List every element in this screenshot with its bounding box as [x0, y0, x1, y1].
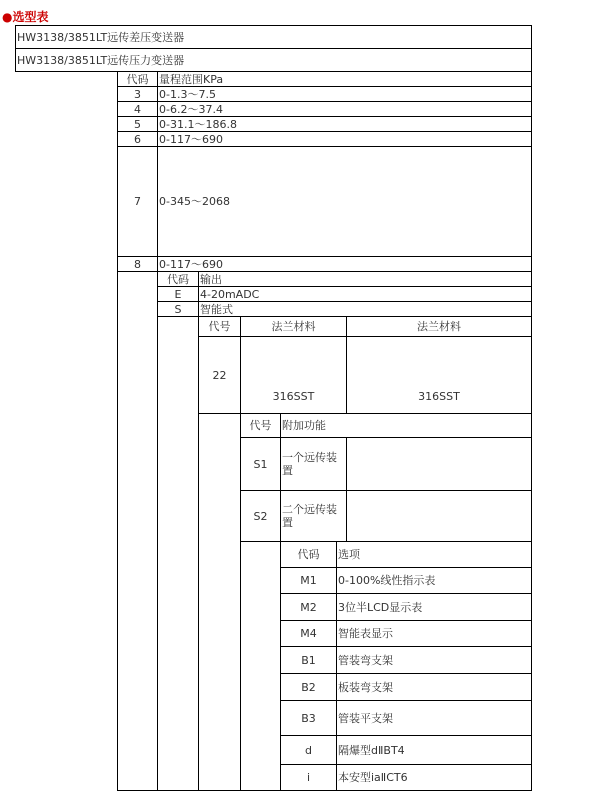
function-code-cell: S2 — [253, 509, 268, 523]
output-code-cell: E — [174, 287, 182, 301]
options-code-cell: M2 — [300, 600, 317, 614]
options-code-cell: B3 — [301, 711, 316, 725]
flange-header-material: 法兰材料 — [271, 320, 316, 333]
flange-material-cell: 316SST — [272, 390, 315, 403]
table-vline — [531, 25, 532, 791]
table-vline — [157, 271, 158, 791]
range-value-cell: 0-117～690 — [159, 257, 223, 271]
product-row: HW3138/3851LT远传差压变送器 — [17, 30, 185, 44]
range-code-cell: 6 — [134, 132, 141, 146]
range-value-cell: 0-6.2～37.4 — [159, 102, 223, 116]
range-code-cell: 4 — [134, 102, 141, 116]
options-value-cell: 管装平支架 — [338, 711, 393, 725]
options-value-cell: 3位半LCD显示表 — [338, 600, 423, 614]
options-code-cell: M4 — [300, 627, 317, 640]
selection-table-title: ●选型表 — [2, 10, 49, 24]
flange-material-cell: 316SST — [418, 390, 460, 403]
range-code-cell: 3 — [134, 87, 141, 101]
options-value-cell: 板装弯支架 — [338, 680, 393, 694]
table-hline — [117, 790, 532, 791]
function-empty-cell — [347, 491, 531, 541]
options-code-cell: i — [306, 771, 311, 784]
function-empty-cell — [347, 438, 531, 490]
options-code-cell: B1 — [301, 653, 316, 667]
function-header-name: 附加功能 — [282, 419, 326, 432]
function-code-cell: S1 — [253, 457, 268, 471]
options-value-cell: 管装弯支架 — [338, 653, 393, 667]
options-header-option: 选项 — [338, 548, 360, 561]
range-code-cell: 7 — [134, 195, 141, 208]
flange-header-code: 代号 — [208, 320, 231, 333]
range-value-cell: 0-1.3～7.5 — [159, 87, 216, 101]
range-value-cell: 0-31.1～186.8 — [159, 117, 237, 131]
options-code-cell: d — [305, 743, 312, 757]
range-value-cell: 0-345～2068 — [159, 195, 230, 208]
options-code-cell: B2 — [301, 680, 316, 694]
flange-header-material: 法兰材料 — [417, 320, 461, 333]
function-header-code: 代号 — [249, 419, 272, 432]
options-value-cell: 本安型iaⅡCT6 — [338, 771, 408, 784]
range-header-code: 代码 — [126, 72, 149, 86]
flange-code-cell: 22 — [212, 368, 227, 382]
range-code-cell: 5 — [134, 117, 141, 131]
output-header-code: 代码 — [167, 272, 189, 286]
range-code-cell: 8 — [134, 257, 141, 271]
function-name-cell: 一个远传装 置 — [282, 451, 337, 477]
options-value-cell: 隔爆型dⅡBT4 — [338, 743, 405, 757]
options-value-cell: 0-100%线性指示表 — [338, 574, 436, 587]
output-value-cell: 智能式 — [200, 302, 233, 316]
range-value-cell: 0-117～690 — [159, 132, 223, 146]
output-code-cell: S — [174, 302, 182, 316]
options-value-cell: 智能表显示 — [338, 627, 393, 640]
range-header-range: 量程范围KPa — [159, 72, 224, 86]
options-header-code: 代码 — [297, 548, 320, 561]
product-row: HW3138/3851LT远传压力变送器 — [17, 53, 185, 67]
options-code-cell: M1 — [300, 574, 317, 587]
output-header-output: 输出 — [200, 272, 222, 286]
function-name-cell: 二个远传装 置 — [282, 503, 337, 529]
output-value-cell: 4-20mADC — [200, 287, 260, 301]
